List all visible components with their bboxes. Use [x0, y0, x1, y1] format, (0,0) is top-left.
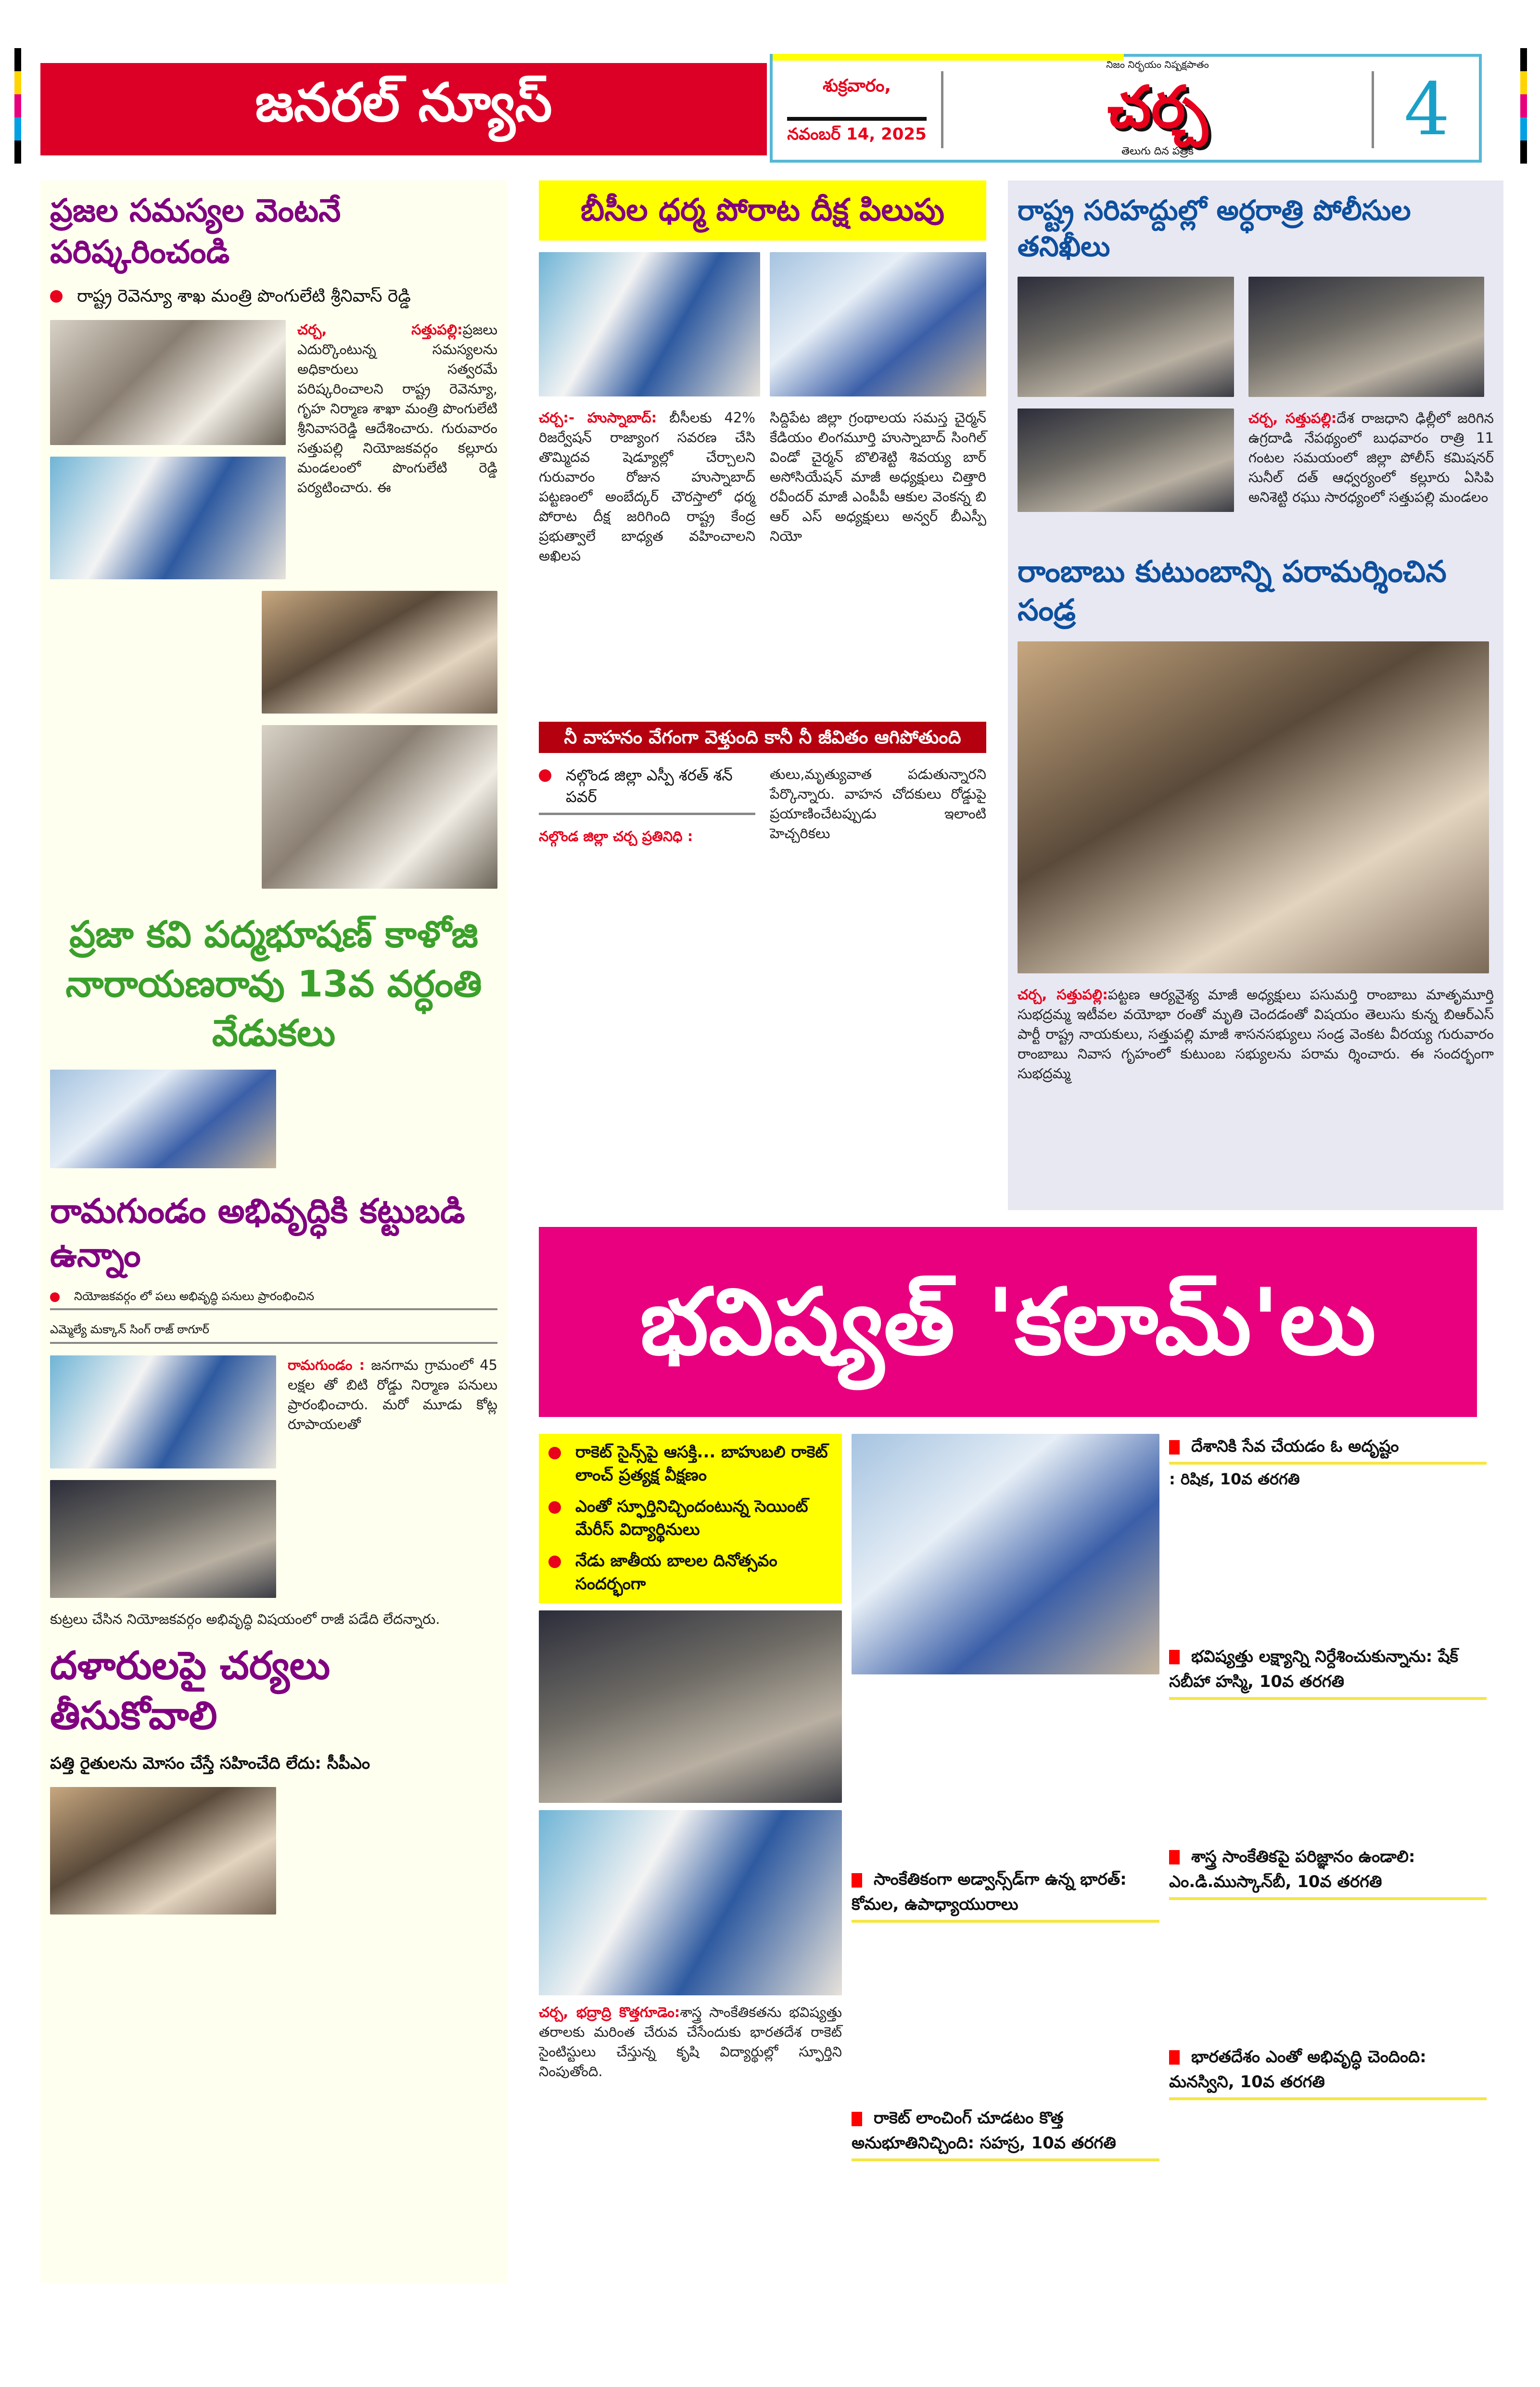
- masthead: [770, 54, 1482, 163]
- logo-tagline: నిజం నిర్భయం నిష్పక్షపాతం: [1106, 59, 1209, 70]
- article-row: [539, 408, 986, 566]
- photo-stack: [50, 1355, 276, 1598]
- headline: రాష్ట్ర సరిహద్దుల్లో అర్ధరాత్రి పోలీసుల తనిఖీలు: [1018, 194, 1411, 263]
- article-row: [1018, 408, 1494, 512]
- page-number: 4: [1404, 68, 1450, 152]
- feature-right: [1169, 1434, 1487, 2119]
- body-text: బీసీలకు 42% రిజర్వేషన్ రాజ్యాంగ సవరణ చేసి తొమ్మిదవ షెడ్యూల్లో చేర్చాలని గురువారం రోజున హుస్నాబాద్ పట్టణంలో అంబేద్కర్ చౌరస్తాలో ధర్మ పోరాట దీక్ష జరిగింది రాష్ట్ర కేంద్ర ప్రభుత్వాలే బాధ్యత వహించాలని అఖిలప: [539, 409, 755, 564]
- photo: [50, 1070, 276, 1168]
- article-body: తులు,మృత్యువాత పడుతున్నారని పేర్కొన్నారు. వాహన చోదకులు రోడ్డుపై ప్రయాణించేటప్పుడు ఇలాంటి హెచ్చరికలు: [770, 766, 986, 842]
- photo: [262, 591, 497, 714]
- subhead-text: నియోజకవర్గం లో పలు అభివృద్ధి పనులు ప్రారంభించిన: [74, 1289, 314, 1303]
- article-body: [539, 408, 755, 566]
- photo: [852, 1434, 1159, 1674]
- issue-day: శుక్రవారం,: [822, 76, 891, 96]
- article-body: [297, 320, 497, 498]
- square-bullet-icon: [1169, 1440, 1180, 1455]
- section-title: జనరల్ న్యూస్: [40, 63, 767, 155]
- headline: బీసీల ధర్మ పోరాట దీక్ష పిలుపు: [539, 180, 986, 241]
- photo-row: [539, 252, 986, 396]
- divider: [941, 71, 943, 148]
- subhead: ఎమ్మెల్యే మక్కాన్ సింగ్ రాజ్ ఠాగూర్: [50, 1322, 497, 1344]
- article-closing: కుట్రలు చేసిన నియోజకవర్గం అభివృద్ధి విషయంలో రాజీ పడేది లేదన్నారు.: [50, 1610, 440, 1627]
- photo: [1018, 408, 1234, 512]
- photo: [539, 1610, 842, 1803]
- highlight-item: [548, 1495, 832, 1541]
- quote-title-text: సాంకేతికంగా అడ్వాన్స్‌డ్‌గా ఉన్న భారత్:: [874, 1870, 1127, 1889]
- headline: ప్రజా కవి పద్మభూషణ్ కాళోజి నారాయణరావు 13వ వర్ధంతి వేడుకలు: [65, 912, 482, 1055]
- middle-column: [539, 180, 986, 1210]
- article-row: [50, 1355, 497, 1598]
- subhead: [50, 284, 497, 308]
- square-bullet-icon: [852, 2112, 862, 2126]
- bullet-icon: [548, 1501, 561, 1514]
- dateline: చర్చ, సత్తుపల్లి:: [1248, 409, 1337, 426]
- article-body: [288, 1355, 497, 1434]
- article-body: సిద్దిపేట జిల్లా గ్రంథాలయ సమస్త చైర్మన్ కేడియం లింగమూర్తి హుస్నాబాద్ సింగిల్ విండో చైర్మన్ బొలిశెట్టి శివయ్య బార్ అసోసియేషన్ మాజీ అధ్యక్షులు చిత్తారి రవీందర్ మాజీ ఎంపీపీ ఆకుల వెంకన్న బి ఆర్ ఎస్ అధ్యక్షులు అన్వర్ బీఎస్పీ నియో: [770, 409, 986, 544]
- body-text: పట్టణ ఆర్యవైశ్య మాజీ అధ్యక్షులు పసుమర్తి రాంబాబు మాతృమూర్తి సుభద్రమ్మ ఇటీవల వయోభా రంతో మృతి చెందడంతో విషయం తెలుసు కున్న బిఆర్ఎస్ పార్టీ రాష్ట్ర నాయకులు, సత్తుపల్లి మాజీ శాసనసభ్యులు సండ్ర వెంకట వీరయ్య గురువారం రాంబాబు నివాస గృహంలో కుటుంబ సభ్యులను పరామ ర్శించారు. ఈ సందర్భంగా సుభద్రమ్మ: [1018, 986, 1494, 1082]
- photo: [539, 1810, 842, 1995]
- quote-subhead: [852, 1867, 1159, 1923]
- photo: [50, 457, 286, 579]
- quote-title: [852, 2106, 1159, 2161]
- quote-subhead: [1169, 2044, 1487, 2100]
- quote-title-text: శాస్త్ర సాంకేతికపై పరిజ్ఞానం ఉండాలి:: [1191, 1847, 1415, 1866]
- highlight-text: ఎంతో స్ఫూర్తినిచ్చిందంటున్న సెయింట్ మేరీస్ విద్యార్థినులు: [575, 1497, 808, 1539]
- bullet-icon: [548, 1447, 561, 1459]
- quote-author: మనస్విని, 10వ తరగతి: [1169, 2072, 1325, 2092]
- highlight-text: నేడు జాతీయ బాలల దినోత్సవం సందర్భంగా: [575, 1551, 777, 1594]
- article-body: [539, 827, 755, 846]
- photo: [50, 1355, 276, 1468]
- quote-subhead: [1169, 1434, 1487, 1490]
- photo: [1018, 277, 1234, 397]
- photo: [50, 1480, 276, 1598]
- highlight-item: [548, 1441, 832, 1487]
- bullet-icon: [50, 290, 63, 303]
- dateline: రామగుండం :: [288, 1356, 365, 1373]
- bullet-icon: [50, 1292, 60, 1302]
- photo: [262, 725, 497, 889]
- headline: రాంబాబు కుటుంబాన్ని పరామర్శించిన సండ్ర: [1018, 553, 1447, 628]
- left-column: [40, 180, 507, 2283]
- print-registration-mark: [1520, 48, 1527, 164]
- photo: [770, 252, 986, 396]
- article-row: [539, 765, 986, 846]
- top-row: [539, 180, 1503, 1210]
- article-body: [539, 2003, 842, 2081]
- article-body: [1248, 408, 1494, 507]
- subhead: [539, 765, 755, 815]
- highlights-box: [539, 1434, 842, 1603]
- right-column: [1008, 180, 1503, 1210]
- quote-author: : రిషిక, 10వ తరగతి: [1169, 1470, 1300, 1488]
- highlight-text: రాకెట్ సైన్స్‌పై ఆసక్తి... బాహుబలి రాకెట్ లాంచ్ ప్రత్యక్ష వీక్షణం: [575, 1442, 828, 1485]
- photo: [1248, 277, 1484, 397]
- quote-title: [1169, 1434, 1487, 1465]
- subhead-text: రాష్ట్ర రెవెన్యూ శాఖ మంత్రి పొంగులేటి శ్రీనివాస్ రెడ్డి: [77, 286, 411, 306]
- dateline: చర్చ, సత్తుపల్లి:: [1018, 986, 1108, 1003]
- quote-author: కోమల, ఉపాధ్యాయురాలు: [852, 1895, 1018, 1914]
- square-bullet-icon: [1169, 1850, 1180, 1864]
- logo-block: [955, 57, 1360, 160]
- headline: ప్రజల సమస్యల వెంటనే పరిష్కరించండి: [50, 192, 341, 270]
- quote-author: అనుభూతినిచ్చింది: సహస్ర, 10వ తరగతి: [852, 2133, 1116, 2153]
- quote-title-text: రాకెట్ లాంచింగ్ చూడటం కొత్త: [874, 2108, 1064, 2128]
- dateline: నల్గొండ జిల్లా చర్చ ప్రతినిధి :: [539, 828, 693, 844]
- issue-date: నవంబర్ 14, 2025: [787, 117, 927, 148]
- feature-body: [539, 1434, 1503, 2181]
- article-left: [539, 765, 755, 846]
- quote-title-text: భారతదేశం ఎంతో అభివృద్ధి చెందింది:: [1191, 2047, 1426, 2067]
- headline: రామగుండం అభివృద్ధికి కట్టుబడి ఉన్నాం: [50, 1191, 465, 1275]
- quote-title: [1169, 1844, 1487, 1900]
- headline: దళారులపై చర్యలు తీసుకోవాలి: [50, 1643, 331, 1738]
- subhead: పత్తి రైతులను మోసం చేస్తే సహించేది లేదు: సీపీఎం: [50, 1753, 370, 1773]
- quote-title: [852, 1867, 1159, 1923]
- quote-author: ఎం.డి.ముస్కాన్‌బీ, 10వ తరగతి: [1169, 1872, 1382, 1891]
- quote-subhead: [852, 2106, 1159, 2161]
- body-text: శాస్త్ర సాంకేతికతను భవిష్యత్తు తరాలకు మరింత చేరువ చేసేందుకు భారతదేశ రాకెట్ సైంటిస్టులు చేస్తున్న కృషి విద్యార్థుల్లో స్ఫూర్తిని నింపుతోంది.: [539, 2004, 842, 2080]
- square-bullet-icon: [852, 1873, 862, 1888]
- photo: [50, 1787, 276, 1915]
- quote-subhead: [1169, 1644, 1487, 1700]
- quote-title-text: భవిష్యత్తు లక్ష్యాన్ని నిర్దేశించుకున్నాను: షేక్: [1191, 1647, 1459, 1666]
- photo-stack: [50, 591, 497, 889]
- feature-left: [539, 1434, 842, 2081]
- quote-title: [1169, 2044, 1487, 2100]
- square-bullet-icon: [1169, 2050, 1180, 2065]
- photo: [50, 320, 286, 445]
- quote-subhead: [1169, 1844, 1487, 1900]
- dateline: చర్చ, సత్తుపల్లి:: [297, 321, 463, 338]
- right-area: [539, 180, 1503, 2181]
- dateline: చర్చ, భద్రాద్రి కొత్తగూడెం:: [539, 2004, 680, 2020]
- article-body: [1018, 985, 1494, 1084]
- newspaper-logo: చర్చ: [1107, 74, 1208, 141]
- subhead: [50, 1289, 497, 1311]
- photo: [1018, 641, 1489, 973]
- bullet-icon: [539, 769, 551, 782]
- bullet-icon: [548, 1556, 561, 1568]
- photo-stack: [50, 320, 286, 579]
- quote-title: [1169, 1644, 1487, 1700]
- quote-title-text: దేశానికి సేవ చేయడం ఓ అదృష్టం: [1191, 1437, 1399, 1456]
- photo: [539, 252, 760, 396]
- dateline: చర్చ:- హుస్నాబాద్:: [539, 409, 657, 426]
- body-text: ప్రజలు ఎదుర్కొంటున్న సమస్యలను అధికారులు సత్వరమే పరిష్కరించాలని రాష్ట్ర రెవెన్యూ, గృహ నిర్మాణ శాఖా మంత్రి పొంగులేటి శ్రీనివాసరెడ్డి ఆదేశించారు. గురువారం సత్తుపల్లి నియోజకవర్గం కల్లూరు మండలంలో పొంగులేటి రెడ్డి పర్యటించారు. ఈ: [297, 321, 497, 496]
- highlight-item: [548, 1550, 832, 1596]
- banner: నీ వాహనం వేగంగా వెళ్తుంది కానీ నీ జీవితం ఆగిపోతుంది: [539, 722, 986, 753]
- subhead-text: నల్గొండ జిల్లా ఎస్పీ శరత్ శన్ పవర్: [566, 766, 733, 806]
- print-registration-mark: [14, 48, 21, 164]
- divider: [1372, 71, 1374, 148]
- square-bullet-icon: [1169, 1650, 1180, 1664]
- article-row: [50, 320, 497, 579]
- feature-middle: [852, 1434, 1159, 2181]
- photo-row: [1018, 277, 1494, 397]
- feature-banner: భవిష్యత్ 'కలామ్'లు: [539, 1227, 1477, 1417]
- quote-author: సబీహా హస్మి, 10వ తరగతి: [1169, 1672, 1345, 1691]
- logo-subtitle: తెలుగు దిన పత్రిక: [1121, 145, 1194, 157]
- body-text: దేశ రాజధాని ఢిల్లీలో జరిగిన ఉగ్రదాడి నేపథ్యంలో బుధవారం రాత్రి 11 గంటల సమయంలో జిల్లా పోలీస్ కమిషనర్ సునీల్ దత్ ఆధ్వర్యంలో కల్లూరు ఏసిపి అనిశెట్టి రఘు సారధ్యంలో సత్తుపల్లి మండలం: [1248, 409, 1494, 505]
- body-text: జనగామ గ్రామంలో 45 లక్షల తో బిటి రోడ్డు నిర్మాణ పనులు ప్రారంభించారు. మరో మూడు కోట్ల రూపాయలతో: [288, 1356, 497, 1432]
